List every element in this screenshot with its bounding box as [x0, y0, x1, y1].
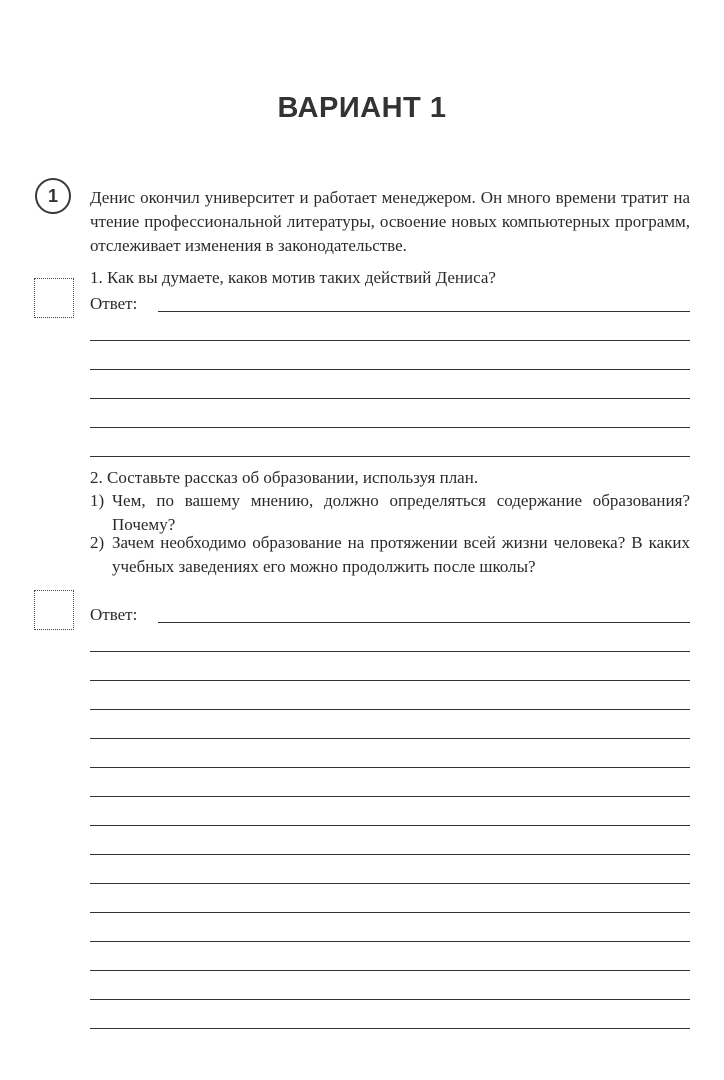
write-line[interactable]	[90, 941, 690, 942]
write-line[interactable]	[90, 709, 690, 710]
answer-label: Ответ:	[90, 605, 138, 624]
score-box-2[interactable]	[34, 590, 74, 630]
answer-row-1[interactable]	[90, 292, 690, 316]
plan-item-1	[90, 489, 690, 537]
write-line[interactable]	[90, 912, 690, 913]
task-number-badge: 1	[35, 178, 71, 214]
answer-row-2[interactable]	[90, 603, 690, 627]
plan-item-2	[90, 531, 690, 579]
plan-item-text: Чем, по вашему мнению, должно определяться содержание образования? Почему?	[112, 491, 690, 534]
write-line[interactable]	[90, 340, 690, 341]
write-line[interactable]	[90, 999, 690, 1000]
write-line[interactable]	[90, 796, 690, 797]
plan-item-number: 1)	[90, 491, 105, 510]
plan-item-text: Зачем необходимо образование на протяжении всей жизни человека? В каких учебных заведениях его можно продолжить после школы?	[112, 533, 690, 576]
write-line[interactable]	[90, 1028, 690, 1029]
answer-label: Ответ:	[90, 294, 138, 313]
write-line[interactable]	[90, 427, 690, 428]
question-2: 2. Составьте рассказ об образовании, используя план.	[90, 468, 479, 487]
question-1: 1. Как вы думаете, каков мотив таких действий Дениса?	[90, 268, 496, 287]
write-line[interactable]	[90, 680, 690, 681]
write-line[interactable]	[90, 854, 690, 855]
answer-line[interactable]	[158, 622, 690, 623]
plan-item-number: 2)	[90, 533, 105, 552]
write-line[interactable]	[90, 651, 690, 652]
answer-line[interactable]	[158, 311, 690, 312]
page-title: ВАРИАНТ 1	[277, 92, 447, 124]
write-line[interactable]	[90, 767, 690, 768]
write-line[interactable]	[90, 398, 690, 399]
write-line[interactable]	[90, 825, 690, 826]
write-line[interactable]	[90, 883, 690, 884]
write-line[interactable]	[90, 738, 690, 739]
task-intro-text: Денис окончил университет и работает менеджером. Он много времени тратит на чтение профессиональной литературы, освоение новых компьютерных программ, отслеживает изменения в законодательстве.	[90, 188, 690, 255]
write-line[interactable]	[90, 970, 690, 971]
write-line[interactable]	[90, 369, 690, 370]
score-box-1[interactable]	[34, 278, 74, 318]
write-line[interactable]	[90, 456, 690, 457]
